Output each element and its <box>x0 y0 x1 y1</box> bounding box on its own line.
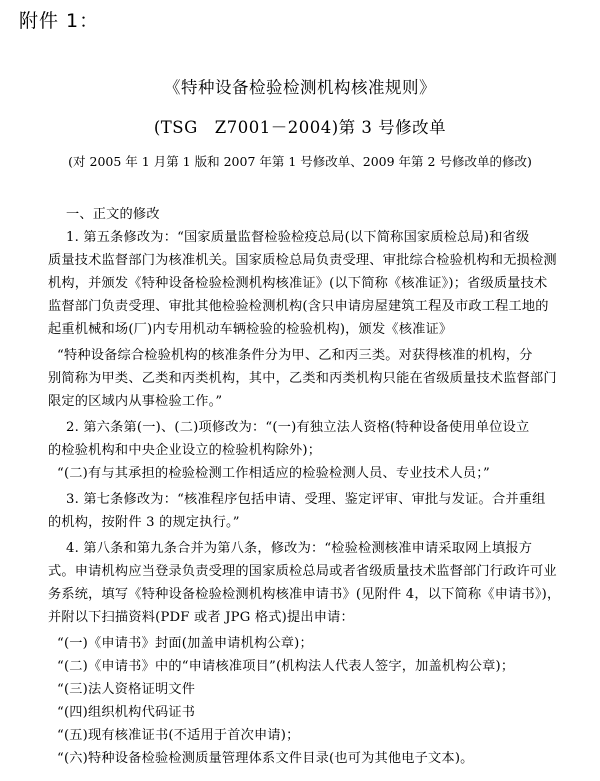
body-line: 2. 第六条第(一)、(二)项修改为：“(一)有独立法人资格(特种设备使用单位设立 <box>66 420 530 435</box>
attachment-label: 附件 1： <box>19 10 100 32</box>
body-line: 1. 第五条修改为：“国家质量监督检验检疫总局(以下简称国家质检总局)和省级 <box>66 230 530 245</box>
body-line: 的检验机构和中央企业设立的检验机构除外)； <box>48 443 322 458</box>
document-subtitle: (TSG Z7001－2004)第 3 号修改单 <box>153 118 447 137</box>
body-line: 监督部门负责受理、审批其他检验检测机构(含只申请房屋建筑工程及市政工程工地的 <box>48 299 549 314</box>
body-line: 3. 第七条修改为：“核准程序包括申请、受理、鉴定评审、审批与发证。合并重组 <box>66 492 546 507</box>
section-heading: 一、正文的修改 <box>66 207 160 222</box>
body-line: 机构，并颁发《特种设备检验检测机构核准证》(以下简称《核准证》)；省级质量技术 <box>48 276 548 291</box>
body-line: “(四)组织机构代码证书 <box>57 705 196 720</box>
body-line: 式。申请机构应当登录负责受理的国家质检总局或者省级质量技术监督部门行政许可业 <box>48 564 557 579</box>
body-line: 质量技术监督部门为核准机关。国家质检总局负责受理、审批综合检验机构和无损检测 <box>48 253 557 268</box>
document-title: 《特种设备检验检测机构核准规则》 <box>164 78 436 97</box>
body-line: 起重机械和场(厂)内专用机动车辆检验的检验机构)，颁发《核准证》 <box>48 322 453 337</box>
body-line: “(一)《申请书》封面(加盖申请机构公章)； <box>57 636 313 651</box>
body-line: 并附以下扫描资料(PDF 或者 JPG 格式)提出申请： <box>48 610 354 625</box>
body-line: “(二)有与其承担的检验检测工作相适应的检验检测人员、专业技术人员；” <box>57 466 490 481</box>
body-line: 别简称为甲类、乙类和丙类机构，其中，乙类和丙类机构只能在省级质量技术监督部门 <box>48 371 557 386</box>
revision-note: (对 2005 年 1 月第 1 版和 2007 年第 1 号修改单、2009 年第 2 号修改单的修改) <box>68 154 532 169</box>
body-line: 4. 第八条和第九条合并为第八条，修改为：“检验检测核准申请采取网上填报方 <box>66 541 533 556</box>
body-line: “(五)现有核准证书(不适用于首次申请)； <box>57 728 300 743</box>
body-line: 务系统，填写《特种设备检验检测机构核准申请书》(见附件 4，以下简称《申请书》)， <box>48 587 561 602</box>
body-line: 限定的区域内从事检验工作。” <box>48 394 223 409</box>
body-line: “(二)《申请书》中的“申请核准项目”(机构法人代表人签字，加盖机构公章)； <box>57 659 515 674</box>
body-line: “特种设备综合检验机构的核准条件分为甲、乙和丙三类。对获得核准的机构，分 <box>57 348 533 363</box>
body-line: “(三)法人资格证明文件 <box>57 682 196 697</box>
body-line: 的机构，按附件 3 的规定执行。” <box>48 515 240 530</box>
body-line: “(六)特种设备检验检测质量管理体系文件目录(也可为其他电子文本)。 <box>57 751 474 766</box>
